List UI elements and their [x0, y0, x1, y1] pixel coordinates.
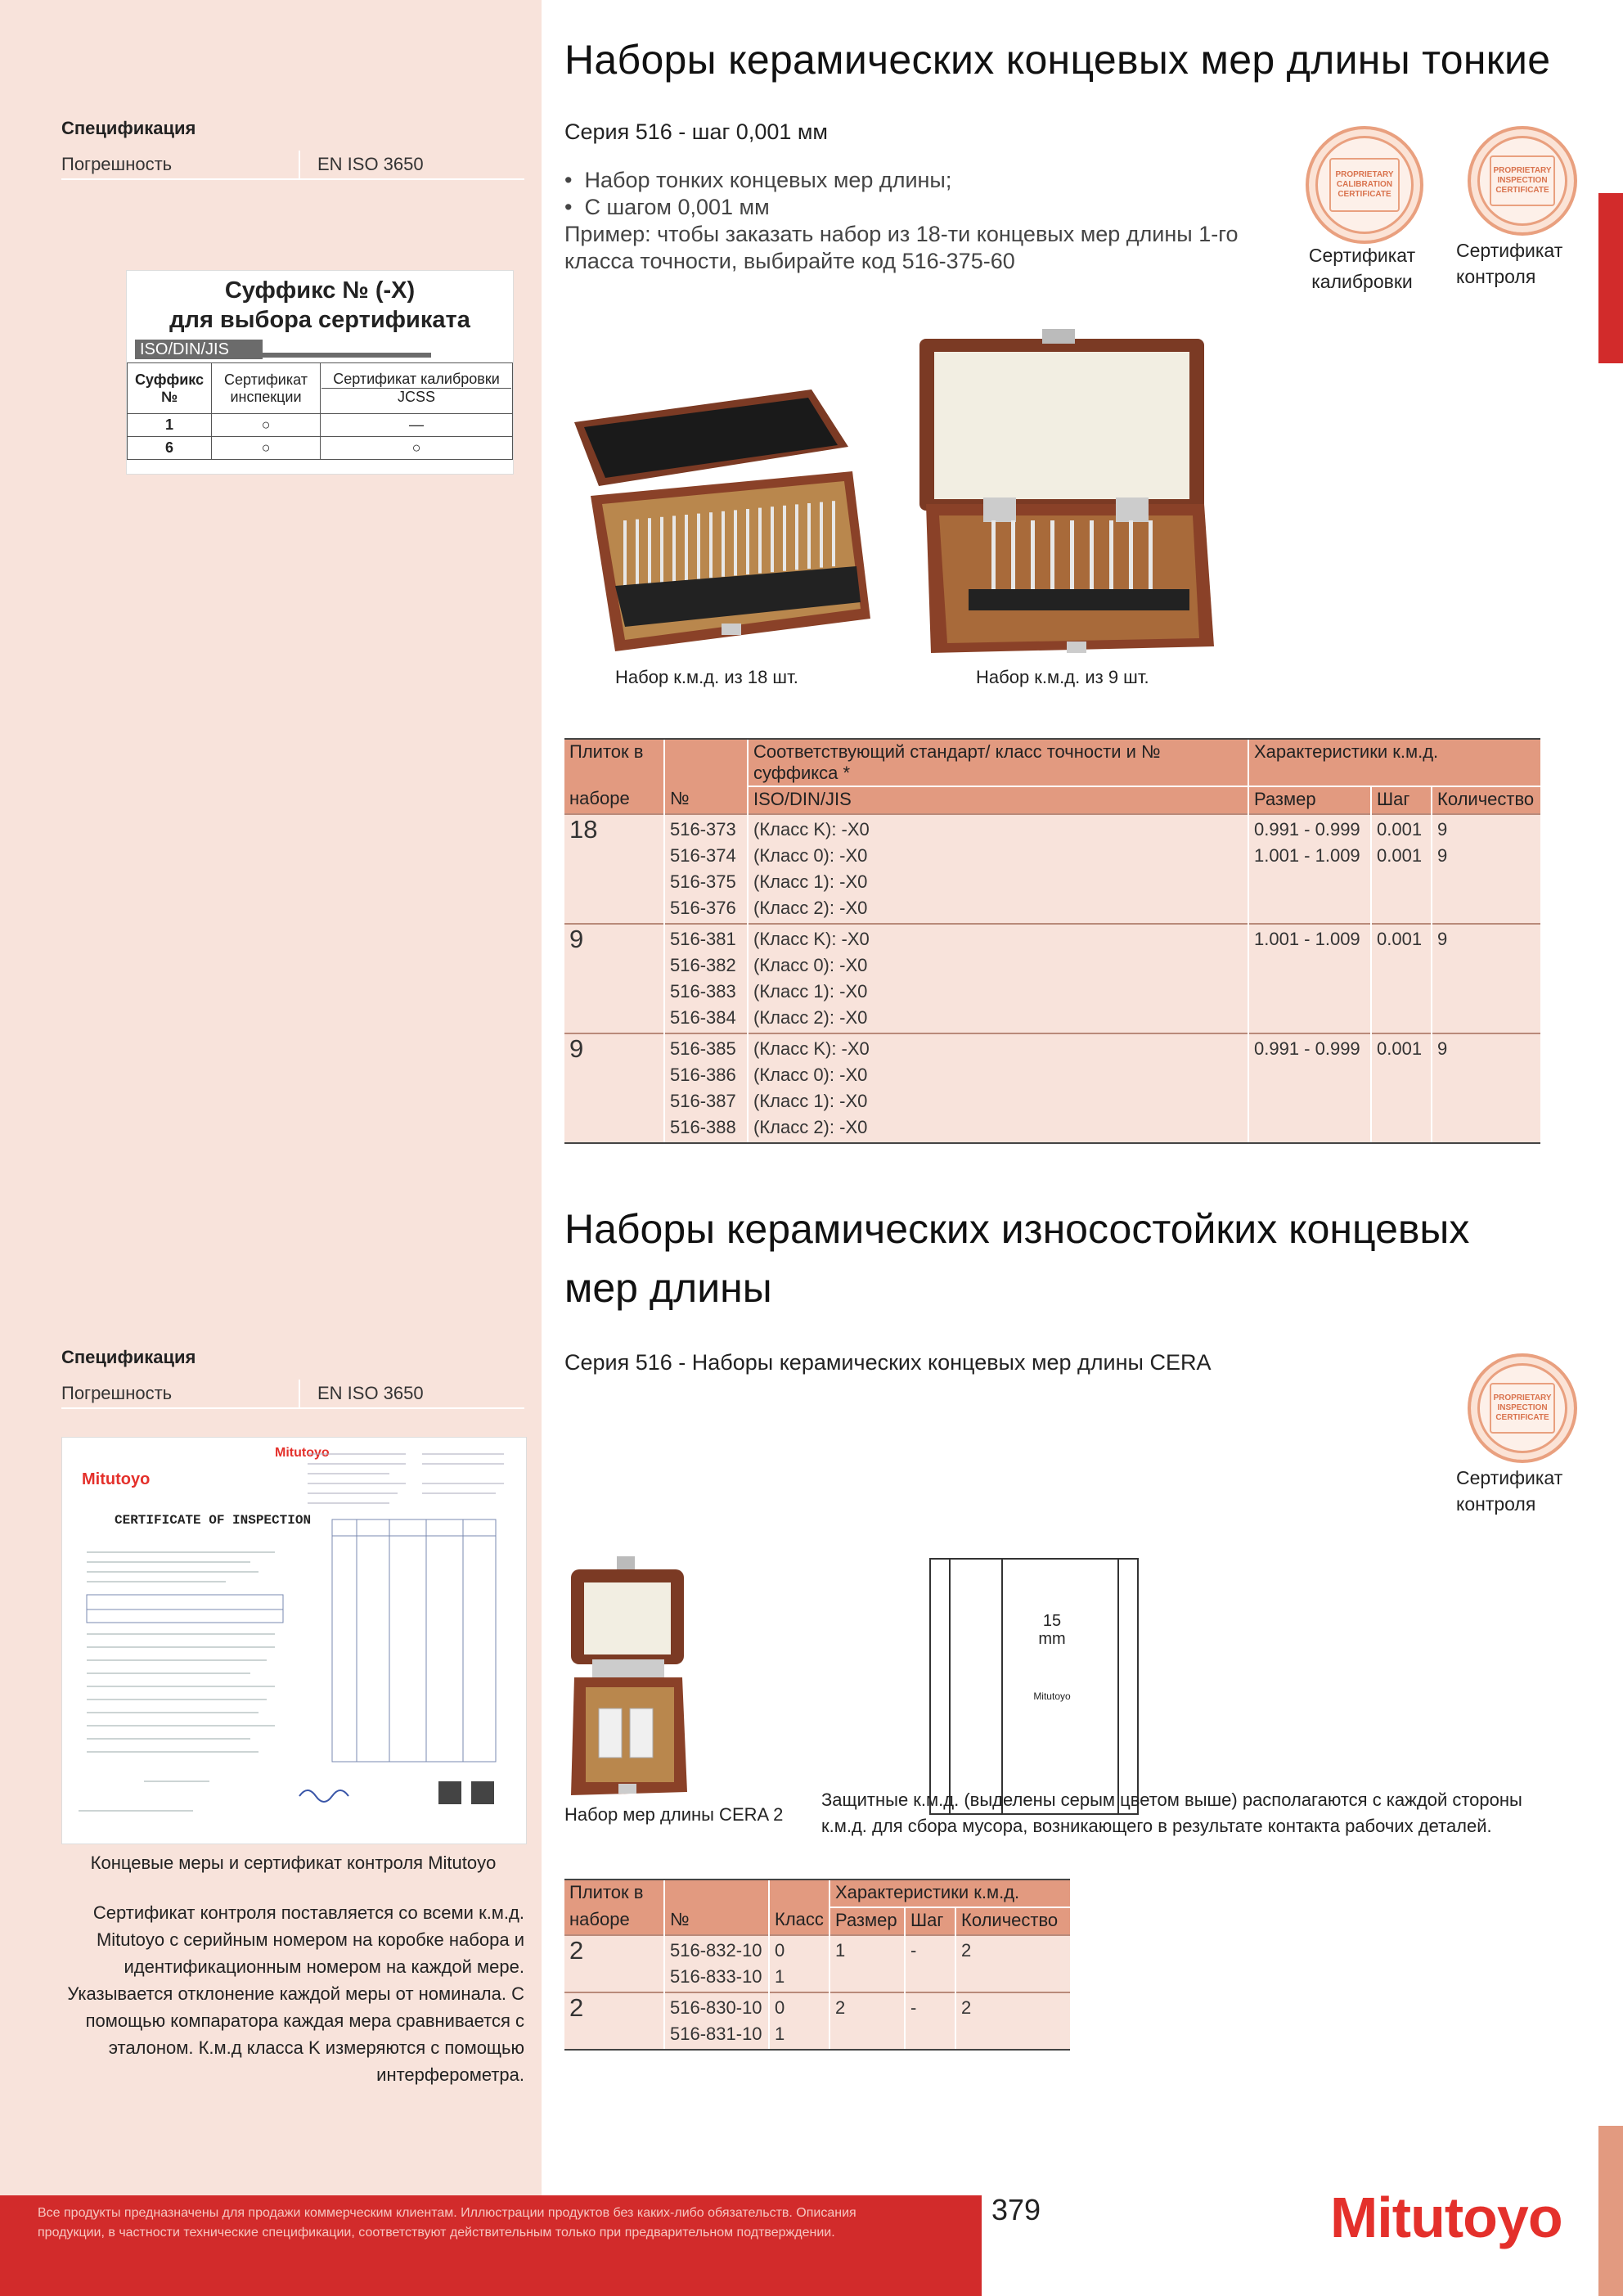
gauge-block-set-18-photo [566, 381, 875, 660]
certificate-brand: Mitutoyo [82, 1470, 151, 1488]
cert-label-line: контроля [1456, 266, 1536, 287]
code-line: 516-830-10 [670, 1997, 762, 2018]
size-line: 0.991 - 0.999 [1254, 1038, 1360, 1059]
cell-qtys [1432, 1033, 1540, 1143]
suffix-cell: 1 [128, 414, 212, 437]
class-line: (Класс K): -X0 [753, 1038, 870, 1059]
suffix-table [127, 362, 513, 460]
section2-title-line: мер длины [564, 1265, 772, 1311]
gauge-block-mark [709, 512, 713, 578]
code-line: 516-384 [670, 1007, 736, 1028]
class-line: (Класс 0): -X0 [753, 1065, 868, 1085]
size-line: 0.991 - 0.999 [1254, 819, 1360, 840]
th-pieces: наборе [564, 786, 664, 814]
gauge-block-mark [1031, 520, 1035, 591]
suffix-header-inspection: Сертификат инспекции [212, 363, 321, 414]
spec-row-accuracy [61, 151, 524, 180]
seal-text: PROPRIETARY INSPECTION CERTIFICATE [1490, 155, 1555, 206]
table-row [564, 1033, 1540, 1143]
cera-set-photo [568, 1555, 689, 1797]
suffix-row [128, 414, 513, 437]
mitutoyo-logo: Mitutoyo [1330, 2186, 1562, 2249]
table-header-row [564, 1907, 1070, 1935]
code-line: 516-375 [670, 871, 736, 892]
cell-sizes [1248, 1033, 1371, 1143]
page-number: 379 [991, 2193, 1041, 2226]
diagram-size-label [1011, 1612, 1093, 1648]
gauge-block-mark [1129, 520, 1133, 591]
code-line: 516-385 [670, 1038, 736, 1059]
cell-codes [664, 1935, 769, 1992]
suffix-header-no: Суффикс № [128, 363, 212, 414]
th-characteristics: Характеристики к.м.д. [829, 1880, 1070, 1907]
cell-size: 2 [829, 1992, 905, 2050]
th-step: Шаг [905, 1907, 955, 1935]
class-line: (Класс 1): -X0 [753, 1091, 868, 1111]
gauge-block-mark [1011, 520, 1015, 591]
qty-line: 9 [1437, 1038, 1448, 1059]
gauge-block-mark [1050, 520, 1054, 591]
suffix-subheader: JCSS [321, 388, 511, 406]
cell-classes [769, 1992, 829, 2050]
cell-step: - [905, 1992, 955, 2050]
th-qty: Количество [955, 1907, 1070, 1935]
class-line: 0 [775, 1997, 785, 2018]
gauge-set-table [564, 738, 1540, 1144]
cell-classes [769, 1935, 829, 1992]
section2-title-line: Наборы керамических износостойких концевых [564, 1206, 1470, 1252]
photo1-caption: Набор к.м.д. из 18 шт. [615, 667, 798, 687]
spec-row-accuracy [61, 1380, 524, 1409]
step-line: 0.001 [1377, 845, 1423, 866]
diagram-brand: Mitutoyo [1033, 1690, 1071, 1702]
table-row [564, 1992, 1070, 2050]
section1-description [564, 167, 1284, 275]
code-line: 516-386 [670, 1065, 736, 1085]
th-iso: ISO/DIN/JIS [748, 786, 1248, 814]
cell-classes [748, 924, 1248, 1033]
code-line: 516-373 [670, 819, 736, 840]
th-no: № [664, 786, 748, 814]
diagram-unit: mm [1038, 1630, 1066, 1648]
suffix-cell: 6 [128, 437, 212, 460]
cell-pieces: 9 [564, 924, 664, 1033]
th-characteristics: Характеристики к.м.д. [1248, 739, 1540, 786]
gauge-block-mark [636, 520, 639, 585]
size-line: 1.001 - 1.009 [1254, 929, 1360, 949]
th-step: Шаг [1371, 786, 1432, 814]
suffix-title-line2: для выбора сертификата [169, 307, 470, 333]
class-line: (Класс 2): -X0 [753, 1117, 868, 1137]
footer-line: Все продукты предназначены для продажи коммерческим клиентам. Иллюстрации продуктов без каких-либо обязательств. Описания [38, 2206, 856, 2220]
class-line: 1 [775, 1966, 785, 1987]
gauge-block-mark [623, 520, 627, 586]
cell-qtys [1432, 924, 1540, 1033]
suffix-cell: ○ [212, 414, 321, 437]
cell-classes [748, 814, 1248, 924]
cell-pieces: 2 [564, 1935, 664, 1992]
cell-steps [1371, 1033, 1432, 1143]
diagram-size: 15 [1042, 1612, 1062, 1630]
th-size: Размер [829, 1907, 905, 1935]
calibration-seal-icon [1306, 126, 1423, 244]
footer-disclaimer [38, 2204, 921, 2243]
diagram-caption-line: к.м.д. для сбора мусора, возникающего в результате контакта рабочих деталей. [821, 1816, 1492, 1836]
gauge-block-mark [660, 517, 663, 583]
suffix-header-calibration [321, 363, 513, 414]
cell-size: 1 [829, 1935, 905, 1992]
gauge-block-set-9-photo [911, 327, 1219, 658]
qty-line: 9 [1437, 929, 1448, 949]
suffix-row [128, 437, 513, 460]
gauge-block-mark [1070, 520, 1074, 591]
gauge-block-mark [795, 504, 798, 569]
gauge-block-mark [685, 515, 688, 580]
example-text: Пример: чтобы заказать набор из 18-ти концевых мер длины 1-го [564, 222, 1239, 246]
gauge-block-outline [949, 1558, 1119, 1815]
th-pieces: Плиток в [564, 739, 664, 786]
suffix-cell: ○ [321, 437, 513, 460]
section2-series: Серия 516 - Наборы керамических концевых мер длины CERA [564, 1350, 1212, 1375]
step-line: 0.001 [1377, 929, 1423, 949]
gauge-block-mark [758, 508, 762, 574]
gauge-block-mark [1149, 520, 1153, 591]
cell-pieces: 2 [564, 1992, 664, 2050]
table-header-row [564, 786, 1540, 814]
cert-label-line: контроля [1456, 1493, 1536, 1515]
certificate-caption: Концевые меры и сертификат контроля Mitutoyo [90, 1853, 497, 1873]
cert-label-calibration [1293, 242, 1432, 295]
cell-pieces: 18 [564, 814, 664, 924]
class-line: 0 [775, 1940, 785, 1961]
protective-block-left [929, 1558, 951, 1815]
th-pieces: Плиток в [564, 1880, 664, 1907]
gauge-block-mark [672, 515, 676, 581]
gauge-block-mark [1109, 520, 1113, 591]
cert-label-line: Сертификат [1456, 240, 1563, 261]
diagram-caption [821, 1787, 1558, 1839]
class-line: (Класс 2): -X0 [753, 898, 868, 918]
certificate-title: CERTIFICATE OF INSPECTION [115, 1513, 312, 1528]
suffix-header-calibration-label: Сертификат калибровки [333, 371, 500, 387]
code-line: 516-831-10 [670, 2024, 762, 2044]
gauge-block-mark [820, 502, 823, 568]
seal-text: PROPRIETARY CALIBRATION CERTIFICATE [1329, 158, 1400, 213]
cera-photo-caption: Набор мер длины CERA 2 [564, 1804, 784, 1825]
cell-codes [664, 1033, 748, 1143]
spec-label: Погрешность [61, 154, 173, 174]
table-row [564, 814, 1540, 924]
class-line: (Класс 0): -X0 [753, 845, 868, 866]
class-line: (Класс 0): -X0 [753, 955, 868, 975]
certificate-body-graphic [62, 1438, 526, 1844]
seal-text: PROPRIETARY INSPECTION CERTIFICATE [1490, 1383, 1555, 1434]
code-line: 516-381 [670, 929, 736, 949]
gauge-block-mark [697, 514, 700, 579]
cell-qty: 2 [955, 1935, 1070, 1992]
spec-label: Погрешность [61, 1383, 173, 1403]
spec-title: Спецификация [61, 118, 196, 138]
class-line: (Класс K): -X0 [753, 819, 870, 840]
gauge-block-mark [771, 506, 774, 572]
gauge-block-mark [722, 511, 725, 577]
gauge-block-mark [783, 506, 786, 571]
qty-line: 9 [1437, 819, 1448, 840]
suffix-table-figure [126, 270, 514, 475]
cell-pieces: 9 [564, 1033, 664, 1143]
section1-title: Наборы керамических концевых мер длины тонкие [564, 37, 1551, 83]
certificate-image [61, 1437, 527, 1844]
th-qty: Количество [1432, 786, 1540, 814]
page-edge-marker [1598, 2126, 1623, 2296]
footer-line: продукции, в частности технические спецификации, соответствуют действительным только при предварительном подтверждении. [38, 2226, 835, 2240]
suffix-cell: ○ [212, 437, 321, 460]
photo2-caption: Набор к.м.д. из 9 шт. [976, 667, 1149, 687]
gauge-block-mark [734, 510, 737, 575]
cert-label-line: Сертификат [1308, 245, 1416, 266]
code-line: 516-376 [670, 898, 736, 918]
cert-label-inspection [1456, 1465, 1571, 1517]
cell-qty: 2 [955, 1992, 1070, 2050]
th-no: № [664, 1907, 769, 1935]
size-line: 1.001 - 1.009 [1254, 845, 1360, 866]
protective-block-right [1117, 1558, 1139, 1815]
step-line: 0.001 [1377, 819, 1423, 840]
th-class: Класс [769, 1907, 829, 1935]
gauge-block-mark [807, 503, 811, 569]
qty-line: 9 [1437, 845, 1448, 866]
cert-label-line: калибровки [1311, 271, 1413, 292]
gauge-block-mark [746, 509, 749, 574]
cell-sizes [1248, 924, 1371, 1033]
suffix-band: ISO/DIN/JIS [135, 340, 263, 359]
class-line: (Класс K): -X0 [753, 929, 870, 949]
section-tab-marker [1598, 193, 1623, 363]
cell-qtys [1432, 814, 1540, 924]
th-pieces: наборе [564, 1907, 664, 1935]
code-line: 516-374 [670, 845, 736, 866]
code-line: 516-388 [670, 1117, 736, 1137]
spec-value: EN ISO 3650 [317, 1383, 424, 1403]
code-line: 516-382 [670, 955, 736, 975]
cera-table [564, 1879, 1070, 2051]
code-line: 516-383 [670, 981, 736, 1002]
cert-label-inspection [1456, 237, 1571, 290]
bullet-item: • Набор тонких концевых мер длины; [564, 168, 952, 192]
cell-codes [664, 924, 748, 1033]
cert-label-line: Сертификат [1456, 1467, 1563, 1488]
code-line: 516-832-10 [670, 1940, 762, 1961]
cell-step: - [905, 1935, 955, 1992]
code-line: 516-833-10 [670, 1966, 762, 1987]
gauge-block-mark [991, 520, 996, 591]
certificate-paragraph: Сертификат контроля поставляется со всеми к.м.д. Mitutoyo с серийным номером на коробке набора и идентификационным номером на каждой мере. Указывается отклонение каждой меры от номинала. С помощью компаратора каждая мера сравнивается с эталоном. К.м.д класса K измеряются с помощью интерферометра. [67, 1902, 524, 2085]
bullet-text: Набор тонких концевых мер длины; [584, 168, 952, 192]
bullet-item: • С шагом 0,001 мм [564, 195, 770, 219]
class-line: (Класс 2): -X0 [753, 1007, 868, 1028]
cell-steps [1371, 814, 1432, 924]
class-line: (Класс 1): -X0 [753, 871, 868, 892]
section1-series: Серия 516 - шаг 0,001 мм [564, 119, 828, 144]
spec-title: Спецификация [61, 1347, 196, 1367]
cell-classes [748, 1033, 1248, 1143]
suffix-title-line1: Суффикс № (-X) [224, 277, 416, 304]
cell-codes [664, 1992, 769, 2050]
cell-sizes [1248, 814, 1371, 924]
th-standard: Соответствующий стандарт/ класс точности и № суффикса * [748, 739, 1248, 786]
step-line: 0.001 [1377, 1038, 1423, 1059]
table-header-row [564, 739, 1540, 786]
gauge-block-mark [648, 518, 651, 583]
example-text: класса точности, выбирайте код 516-375-60 [564, 249, 1015, 273]
inspection-seal-icon [1468, 1353, 1577, 1463]
th-size: Размер [1248, 786, 1371, 814]
spec-value: EN ISO 3650 [317, 154, 424, 174]
protective-block-diagram [929, 1558, 1135, 1813]
table-row [564, 924, 1540, 1033]
diagram-caption-line: Защитные к.м.д. (выделены серым цветом выше) располагаются с каждой стороны [821, 1790, 1522, 1810]
suffix-cell: — [321, 414, 513, 437]
code-line: 516-387 [670, 1091, 736, 1111]
section2-title [564, 1200, 1469, 1317]
gauge-block-mark [832, 501, 835, 566]
bullet-text: С шагом 0,001 мм [584, 195, 770, 219]
class-line: (Класс 1): -X0 [753, 981, 868, 1002]
certificate-brand-top: Mitutoyo [275, 1446, 330, 1460]
class-line: 1 [775, 2024, 785, 2044]
gauge-block-mark [1090, 520, 1094, 591]
table-row [564, 1935, 1070, 1992]
table-header-row [564, 1880, 1070, 1907]
cell-codes [664, 814, 748, 924]
cell-steps [1371, 924, 1432, 1033]
inspection-seal-icon [1468, 126, 1577, 236]
